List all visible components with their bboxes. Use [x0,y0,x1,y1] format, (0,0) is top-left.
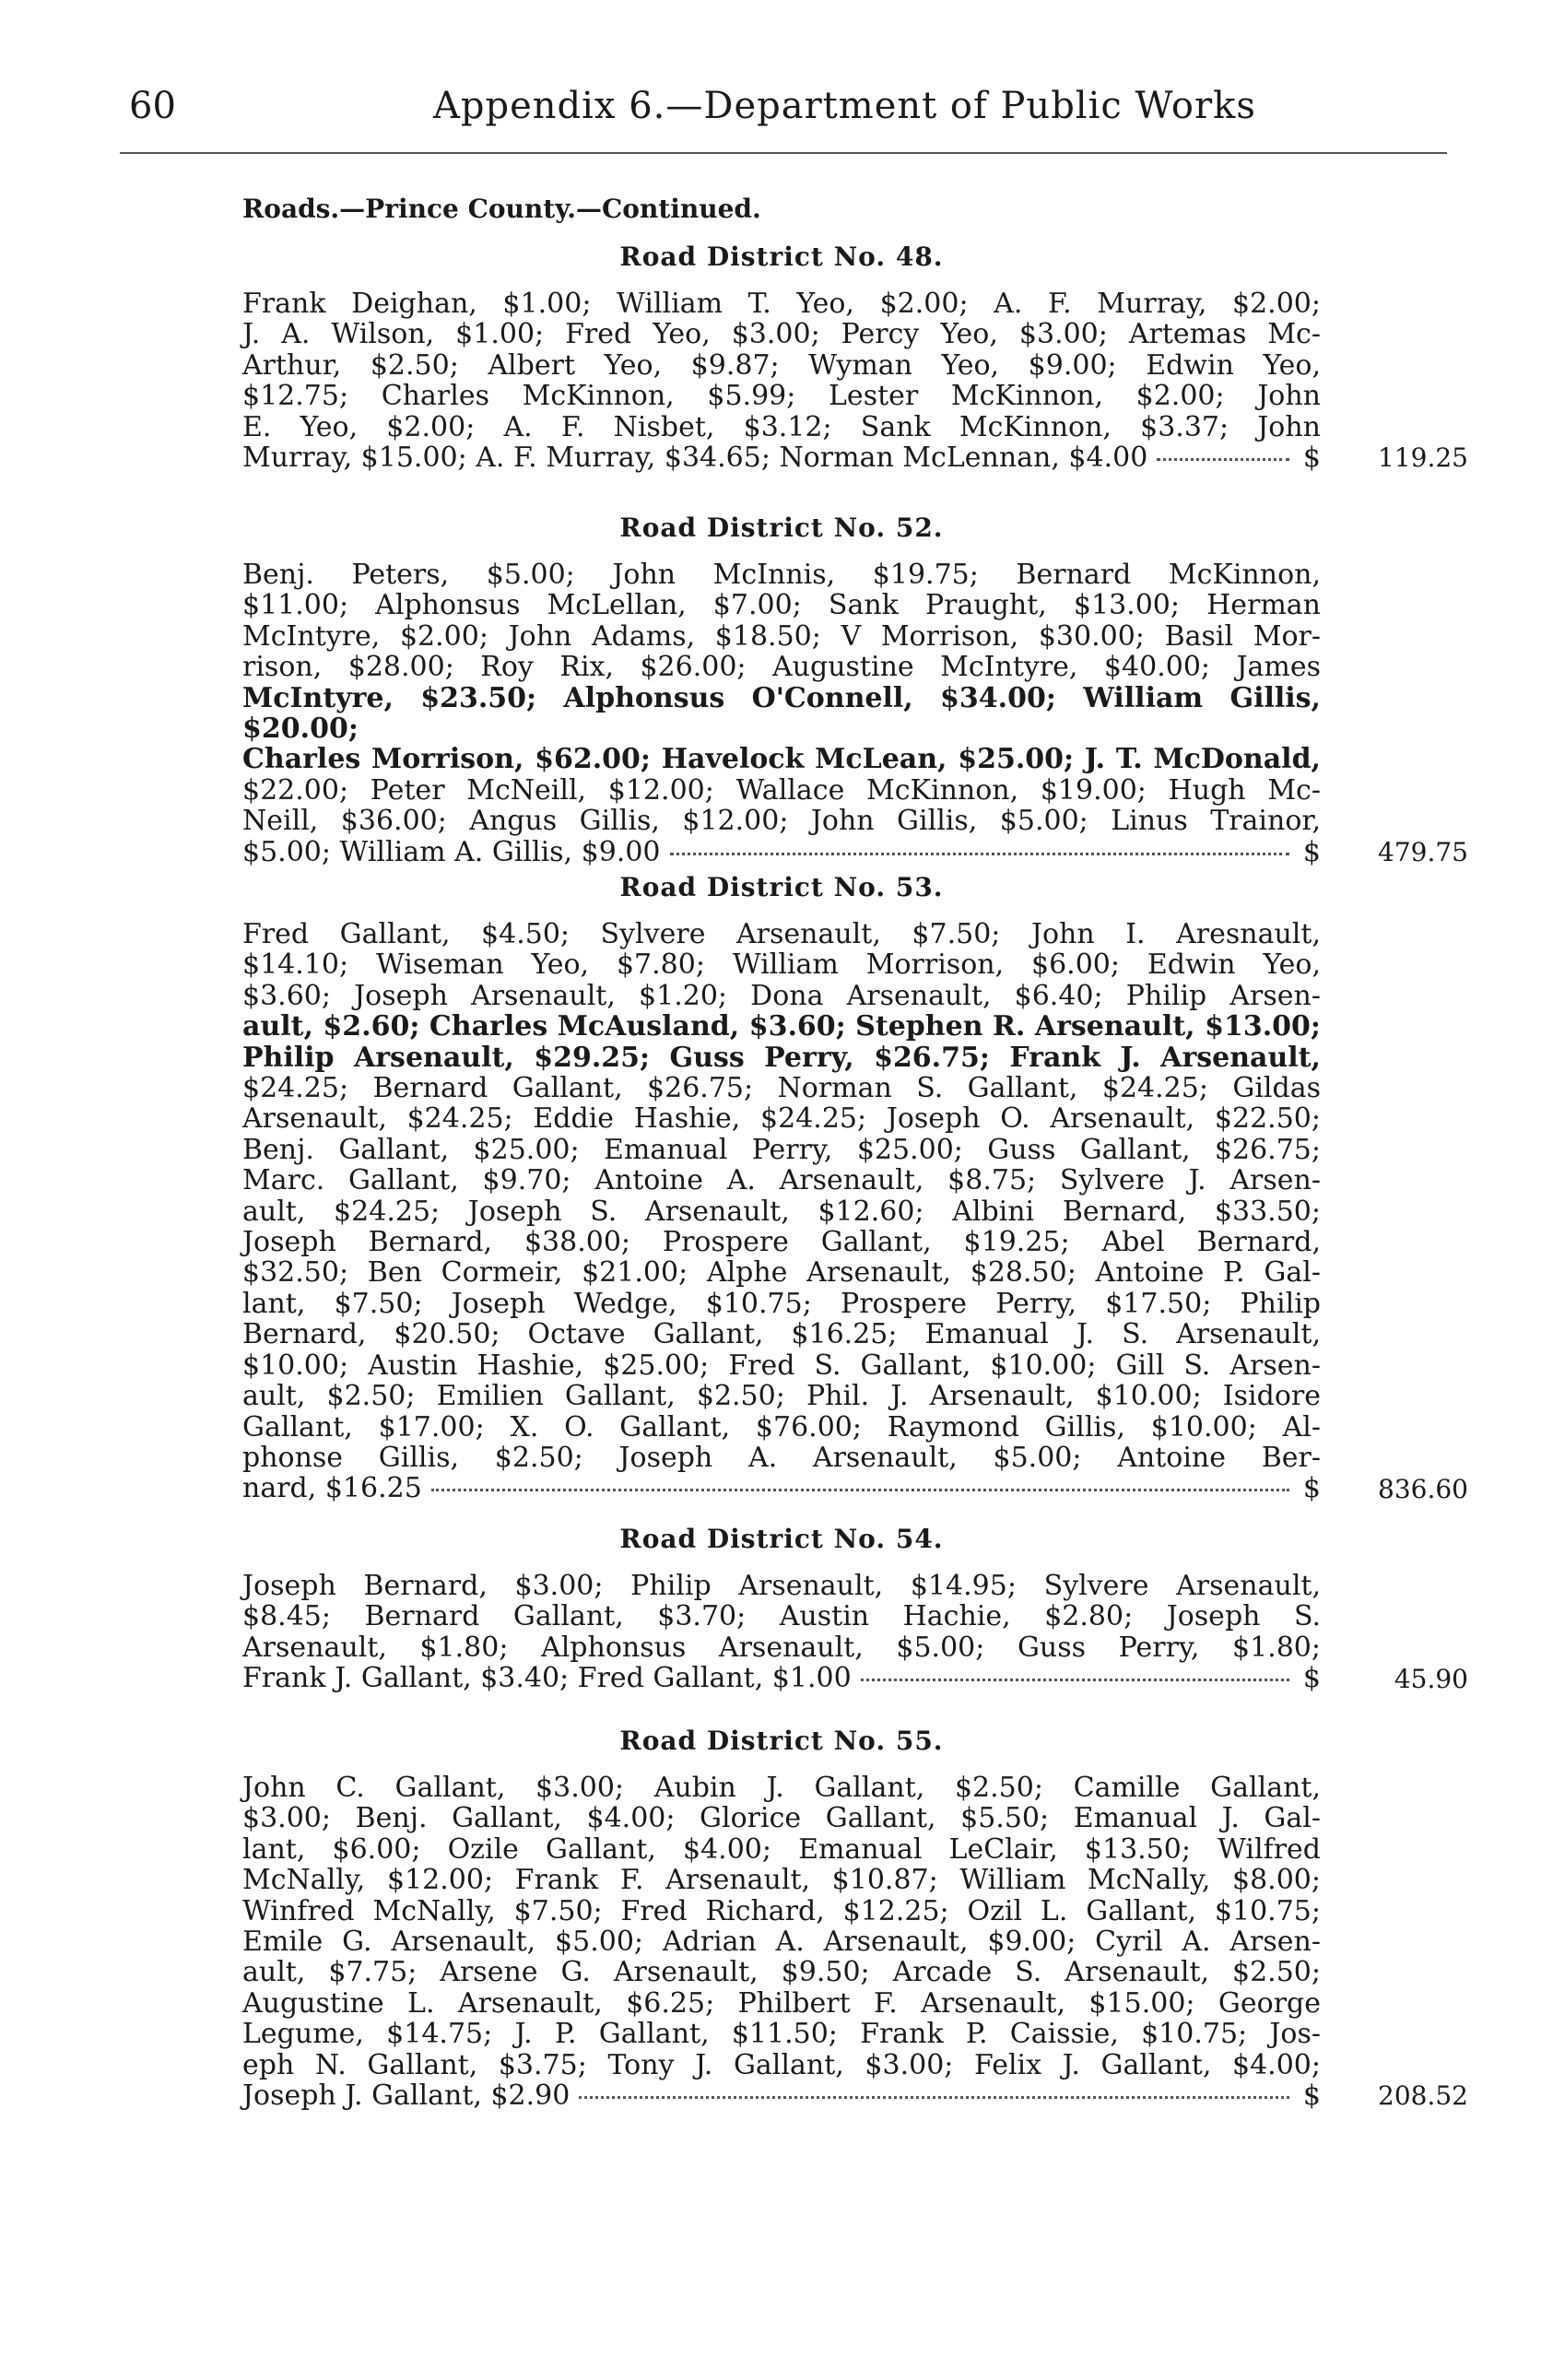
entry-line: McIntyre, $2.00; John Adams, $18.50; V Morrison, $30.00; Basil Mor- [242,619,1321,653]
road-district-48 [242,242,1468,473]
entry-line: Legume, $14.75; J. P. Gallant, $11.50; Frank P. Caissie, $10.75; Jos- [242,2018,1321,2051]
district-title: Road District No. 54. [619,1524,944,1554]
entry-line: Marc. Gallant, $9.70; Antoine A. Arsenault, $8.75; Sylvere J. Arsen- [242,1164,1321,1197]
entry-line: E. Yeo, $2.00; A. F. Nisbet, $3.12; Sank McKinnon, $3.37; John [242,410,1321,443]
header-rule [120,152,1447,154]
dot-leader [579,2095,1289,2099]
road-district-52 [242,513,1468,867]
page-header [129,85,1290,136]
entry-line: ault, $24.25; Joseph S. Arsenault, $12.60; Albini Bernard, $33.50; [242,1195,1321,1228]
entry-line: $8.45; Bernard Gallant, $3.70; Austin Hachie, $2.80; Joseph S. [242,1600,1321,1633]
entry-line: Augustine L. Arsenault, $6.25; Philbert F. Arsenault, $15.00; George [242,1986,1321,2020]
dollar-sign: $ [1302,442,1321,475]
entry-line: Arthur, $2.50; Albert Yeo, $9.87; Wyman Yeo, $9.00; Edwin Yeo, [242,348,1321,382]
district-total: 479.75 [1378,837,1468,868]
running-title: Appendix 6.—Department of Public Works [433,85,1256,127]
entry-line: lant, $7.50; Joseph Wedge, $10.75; Prospere Perry, $17.50; Philip [242,1287,1321,1320]
entry-line-last: Murray, $15.00; A. F. Murray, $34.65; Norman McLennan, $4.00 $ [242,442,1321,475]
entry-line: McNally, $12.00; Frank F. Arsenault, $10.87; William McNally, $8.00; [242,1864,1321,1897]
dollar-sign: $ [1302,1472,1321,1505]
district-entries [242,559,1468,868]
district-total: 119.25 [1378,442,1468,474]
entry-line: Benj. Peters, $5.00; John McInnis, $19.75; Bernard McKinnon, [242,559,1321,591]
page-number: 60 [129,85,176,127]
entry-line: Philip Arsenault, $29.25; Guss Perry, $26.75; Frank J. Arsenault, [242,1041,1321,1074]
district-entries [242,1570,1468,1695]
entry-line: Winfred McNally, $7.50; Fred Richard, $12.25; Ozil L. Gallant, $10.75; [242,1894,1321,1927]
entry-line: $3.00; Benj. Gallant, $4.00; Glorice Gallant, $5.50; Emanual J. Gal- [242,1802,1321,1835]
entry-line-last: $5.00; William A. Gillis, $9.00 $ [242,835,1321,868]
entry-line-last: nard, $16.25 $ [242,1472,1321,1505]
district-total: 836.60 [1378,1473,1468,1504]
district-entries [242,1772,1468,2113]
entry-line: Neill, $36.00; Angus Gillis, $12.00; John Gillis, $5.00; Linus Trainor, [242,805,1321,838]
dot-leader [861,1678,1289,1681]
entry-line: Fred Gallant, $4.50; Sylvere Arsenault, $7.50; John I. Aresnault, [242,918,1321,950]
dot-leader [431,1488,1289,1491]
entry-line: $10.00; Austin Hashie, $25.00; Fred S. Gallant, $10.00; Gill S. Arsen- [242,1349,1321,1382]
entry-line: eph N. Gallant, $3.75; Tony J. Gallant, $3.00; Felix J. Gallant, $4.00; [242,2048,1321,2081]
road-district-54 [242,1524,1468,1694]
entry-line: lant, $6.00; Ozile Gallant, $4.00; Emanual LeClair, $13.50; Wilfred [242,1832,1321,1866]
entry-line: Emile G. Arsenault, $5.00; Adrian A. Arsenault, $9.00; Cyril A. Arsen- [242,1926,1321,1959]
entry-line: Charles Morrison, $62.00; Havelock McLean, $25.00; J. T. McDonald, [242,743,1321,776]
dollar-sign: $ [1302,2080,1321,2113]
entry-line: Joseph Bernard, $3.00; Philip Arsenault, $14.95; Sylvere Arsenault, [242,1570,1321,1602]
district-title: Road District No. 52. [619,513,944,543]
entry-line: Frank Deighan, $1.00; William T. Yeo, $2.00; A. F. Murray, $2.00; [242,288,1321,320]
entry-line: Joseph Bernard, $38.00; Prospere Gallant, $19.25; Abel Bernard, [242,1226,1321,1259]
entry-line: Gallant, $17.00; X. O. Gallant, $76.00; Raymond Gillis, $10.00; Al- [242,1410,1321,1443]
entry-line-last: Joseph J. Gallant, $2.90 $ [242,2080,1321,2113]
entry-line: Arsenault, $24.25; Eddie Hashie, $24.25; Joseph O. Arsenault, $22.50; [242,1102,1321,1136]
dollar-sign: $ [1302,1662,1321,1695]
entry-line: McIntyre, $23.50; Alphonsus O'Connell, $34.00; William Gillis, $20.00; [242,681,1321,746]
district-entries [242,288,1468,475]
entry-line: $12.75; Charles McKinnon, $5.99; Lester McKinnon, $2.00; John [242,380,1321,413]
district-entries [242,918,1468,1505]
entry-line: $24.25; Bernard Gallant, $26.75; Norman S. Gallant, $24.25; Gildas [242,1072,1321,1105]
dot-leader [670,852,1289,855]
entry-line: ault, $2.60; Charles McAusland, $3.60; Stephen R. Arsenault, $13.00; [242,1010,1321,1043]
entry-line: Arsenault, $1.80; Alphonsus Arsenault, $5.00; Guss Perry, $1.80; [242,1631,1321,1664]
road-district-55 [242,1726,1468,2111]
entry-line: rison, $28.00; Roy Rix, $26.00; Augustine McIntyre, $40.00; James [242,651,1321,684]
district-title: Road District No. 55. [619,1726,944,1756]
road-district-53 [242,872,1468,1504]
entry-line: Benj. Gallant, $25.00; Emanual Perry, $25.00; Guss Gallant, $26.75; [242,1133,1321,1166]
section-title: Roads.—Prince County.—Continued. [242,194,761,224]
entry-line: $32.50; Ben Cormeir, $21.00; Alphe Arsenault, $28.50; Antoine P. Gal- [242,1256,1321,1290]
entry-line: J. A. Wilson, $1.00; Fred Yeo, $3.00; Percy Yeo, $3.00; Artemas Mc- [242,318,1321,351]
entry-line: Bernard, $20.50; Octave Gallant, $16.25; Emanual J. S. Arsenault, [242,1318,1321,1351]
entry-line: phonse Gillis, $2.50; Joseph A. Arsenault, $5.00; Antoine Ber- [242,1441,1321,1474]
entry-line: $14.10; Wiseman Yeo, $7.80; William Morrison, $6.00; Edwin Yeo, [242,948,1321,982]
entry-line: ault, $2.50; Emilien Gallant, $2.50; Phil. J. Arsenault, $10.00; Isidore [242,1380,1321,1413]
entry-line: $3.60; Joseph Arsenault, $1.20; Dona Arsenault, $6.40; Philip Arsen- [242,979,1321,1012]
district-total: 45.90 [1394,1663,1468,1694]
district-title: Road District No. 53. [619,872,944,902]
entry-line: $11.00; Alphonsus McLellan, $7.00; Sank Praught, $13.00; Herman [242,589,1321,622]
entry-line: $22.00; Peter McNeill, $12.00; Wallace McKinnon, $19.00; Hugh Mc- [242,773,1321,807]
dot-leader [1157,457,1289,461]
district-total: 208.52 [1378,2080,1468,2112]
entry-line-last: Frank J. Gallant, $3.40; Fred Gallant, $1.00 $ [242,1662,1321,1695]
entry-line: John C. Gallant, $3.00; Aubin J. Gallant, $2.50; Camille Gallant, [242,1772,1321,1804]
district-title: Road District No. 48. [619,242,944,272]
entry-line: ault, $7.75; Arsene G. Arsenault, $9.50; Arcade S. Arsenault, $2.50; [242,1956,1321,1989]
dollar-sign: $ [1302,835,1321,868]
